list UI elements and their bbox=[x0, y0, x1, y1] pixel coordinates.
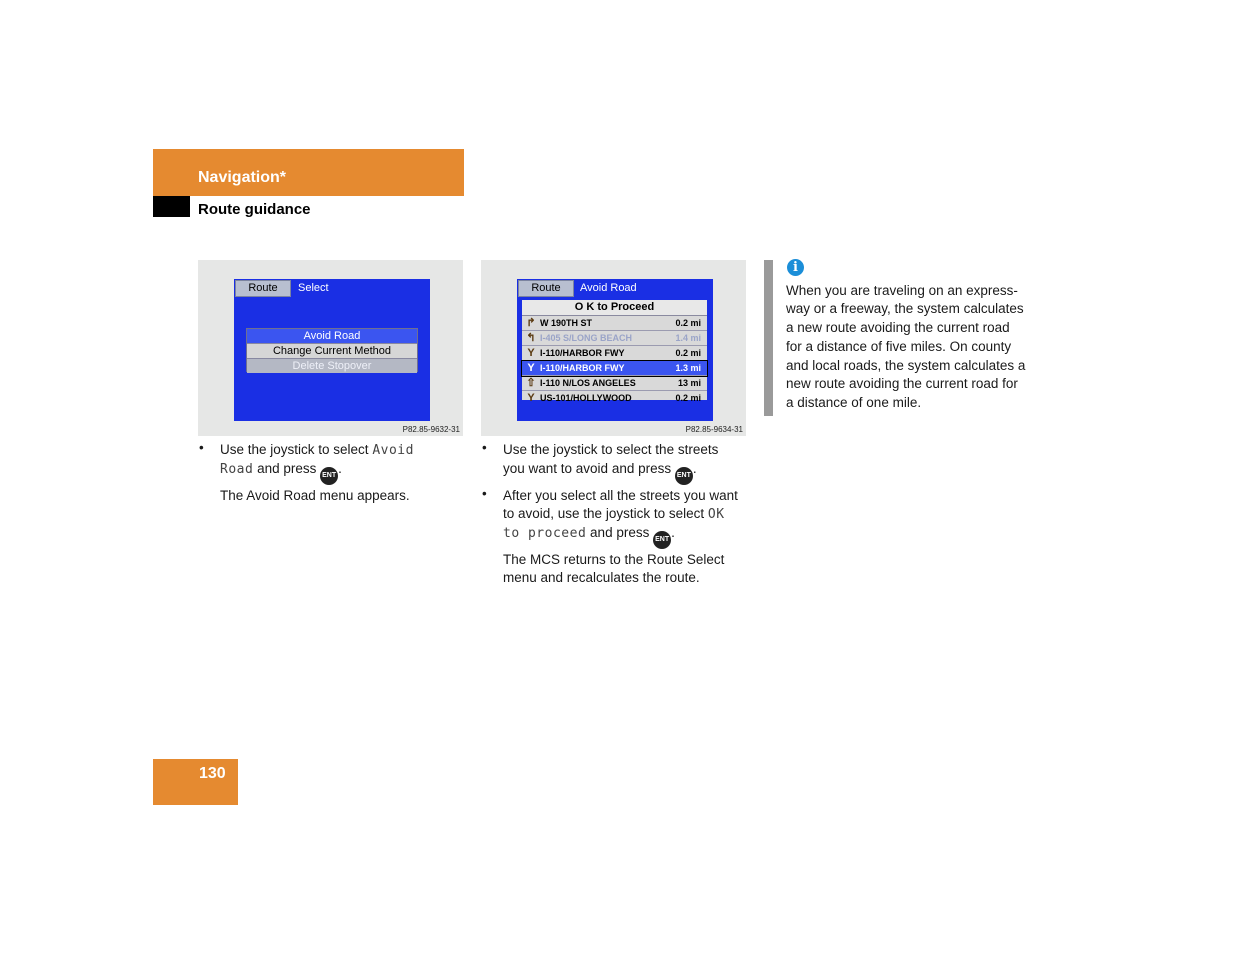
street-name: US-101/HOLLYWOOD bbox=[540, 393, 632, 403]
instruction-text: to avoid, use the joystick to select bbox=[503, 506, 705, 521]
ok-to-proceed-button[interactable]: O K to Proceed bbox=[522, 300, 707, 316]
instruction-line: After you select all the streets you want bbox=[503, 488, 738, 503]
info-line: a distance of one mile. bbox=[786, 395, 922, 410]
turn-left-icon: ↰ bbox=[526, 332, 536, 344]
route-select-menu bbox=[246, 328, 418, 372]
street-distance: 0.2 mi bbox=[675, 318, 701, 328]
fork-icon: Y bbox=[527, 347, 535, 359]
street-distance: 1.4 mi bbox=[675, 333, 701, 343]
menu-term: to proceed bbox=[503, 526, 587, 541]
street-name: I-110/HARBOR FWY bbox=[540, 363, 625, 373]
info-line: for a distance of five miles. On county bbox=[786, 339, 1012, 354]
tab-route[interactable]: Route bbox=[518, 280, 574, 297]
street-name: I-110/HARBOR FWY bbox=[540, 348, 625, 358]
street-distance: 0.2 mi bbox=[675, 393, 701, 403]
section-title: Navigation* bbox=[198, 169, 287, 186]
menu-term: Avoid bbox=[372, 443, 414, 458]
street-row[interactable] bbox=[522, 376, 707, 391]
instruction-text: Use the joystick to select bbox=[220, 442, 369, 457]
street-distance: 0.2 mi bbox=[675, 348, 701, 358]
bullet: • bbox=[482, 440, 487, 455]
turn-right-icon: ↱ bbox=[526, 317, 536, 329]
street-row[interactable] bbox=[522, 331, 707, 346]
info-line: When you are traveling on an express- bbox=[786, 283, 1018, 298]
instruction-line bbox=[220, 440, 414, 460]
menu-item-change-method[interactable]: Change Current Method bbox=[247, 343, 417, 359]
instruction-line: Road and press ENT . bbox=[220, 459, 342, 485]
instruction-text: and press bbox=[590, 525, 650, 540]
street-row[interactable] bbox=[522, 316, 707, 331]
instruction-line: you want to avoid and press ENT . bbox=[503, 459, 697, 485]
fork-icon: Y bbox=[527, 392, 535, 404]
instruction-text: and press bbox=[257, 461, 317, 476]
instruction-text: you want to avoid and press bbox=[503, 461, 672, 476]
ent-button-icon: ENT bbox=[320, 467, 338, 485]
instruction-line: Use the joystick to select the streets bbox=[503, 442, 719, 457]
menu-term: OK bbox=[707, 507, 725, 522]
street-list bbox=[522, 300, 707, 404]
figure-code: P82.85-9634-31 bbox=[685, 425, 743, 434]
bullet: • bbox=[199, 440, 204, 455]
page-number: 130 bbox=[199, 765, 226, 782]
street-name: I-110 N/LOS ANGELES bbox=[540, 378, 636, 388]
info-line: way or a freeway, the system calculates bbox=[786, 301, 1024, 316]
menu-term: Road bbox=[220, 462, 254, 477]
street-name: I-405 S/LONG BEACH bbox=[540, 333, 633, 343]
info-bar bbox=[764, 260, 773, 416]
tab-route[interactable]: Route bbox=[235, 280, 291, 297]
figure-code: P82.85-9632-31 bbox=[402, 425, 460, 434]
info-line: a new route avoiding the current road bbox=[786, 320, 1010, 335]
info-line: new route avoiding the current road for bbox=[786, 376, 1018, 391]
instruction-line: to proceed and press ENT . bbox=[503, 523, 675, 549]
street-row[interactable] bbox=[522, 346, 707, 361]
bullet: • bbox=[482, 486, 487, 501]
street-row-selected[interactable] bbox=[522, 361, 707, 376]
result-text: The MCS returns to the Route Select bbox=[503, 552, 725, 567]
info-icon: i bbox=[787, 259, 804, 276]
ent-button-icon: ENT bbox=[675, 467, 693, 485]
fork-icon: Y bbox=[527, 362, 535, 374]
tab-avoid-road[interactable]: Avoid Road bbox=[580, 282, 637, 294]
instruction-line bbox=[503, 504, 725, 524]
street-name: W 190TH ST bbox=[540, 318, 593, 328]
ent-button-icon: ENT bbox=[653, 531, 671, 549]
tab-select[interactable]: Select bbox=[298, 282, 329, 294]
result-text: The Avoid Road menu appears. bbox=[220, 488, 410, 503]
info-line: and local roads, the system calculates a bbox=[786, 358, 1026, 373]
street-distance: 1.3 mi bbox=[675, 363, 701, 373]
street-row[interactable] bbox=[522, 391, 707, 405]
result-text: menu and recalculates the route. bbox=[503, 570, 700, 585]
street-distance: 13 mi bbox=[677, 378, 701, 388]
menu-item-avoid-road[interactable]: Avoid Road bbox=[247, 329, 417, 343]
menu-item-delete-stopover[interactable]: Delete Stopover bbox=[247, 359, 417, 373]
header-marker bbox=[153, 196, 190, 217]
straight-arrow-icon: ⇧ bbox=[526, 377, 536, 389]
section-subtitle: Route guidance bbox=[198, 201, 311, 218]
